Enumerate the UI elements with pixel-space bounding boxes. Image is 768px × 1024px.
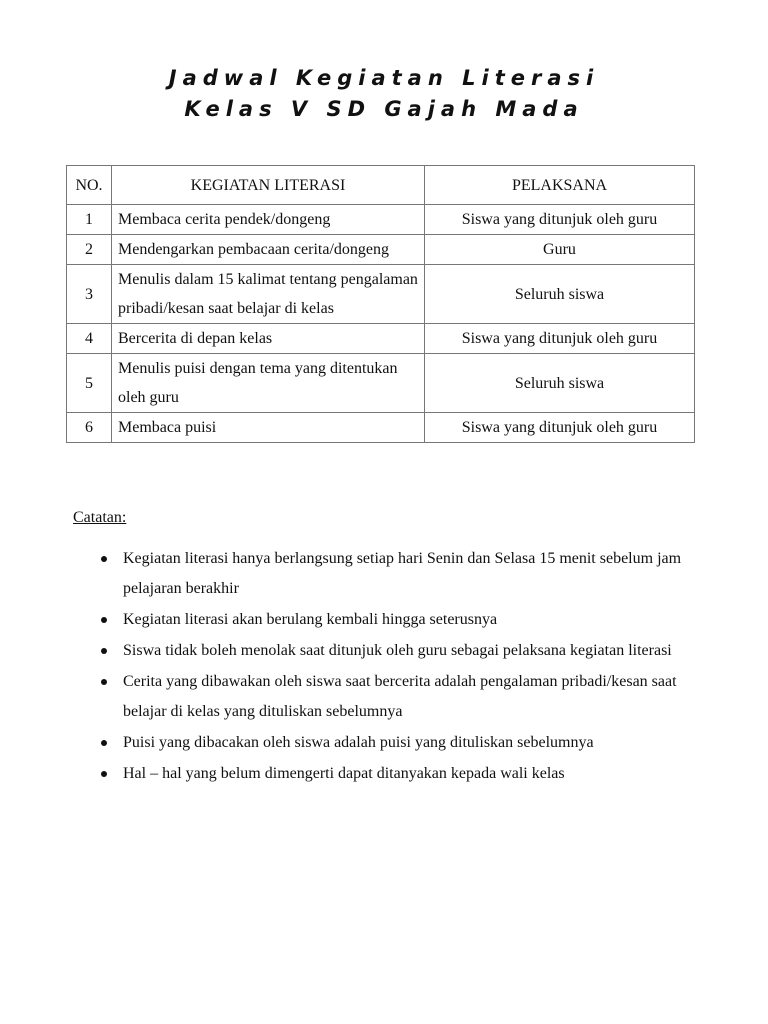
row-number: 3 xyxy=(67,265,112,324)
list-item xyxy=(73,759,698,789)
schedule-table xyxy=(66,165,695,443)
notes-list xyxy=(73,544,698,790)
table-row xyxy=(67,205,695,235)
row-number: 5 xyxy=(67,354,112,413)
row-executor: Siswa yang ditunjuk oleh guru xyxy=(425,413,695,443)
note-text: Cerita yang dibawakan oleh siswa saat bercerita adalah pengalaman pribadi/kesan saat belajar di kelas yang dituliskan sebelumnya xyxy=(123,673,677,720)
list-item xyxy=(73,605,698,635)
row-number: 2 xyxy=(67,235,112,265)
table-row xyxy=(67,235,695,265)
note-text: Puisi yang dibacakan oleh siswa adalah puisi yang dituliskan sebelumnya xyxy=(123,734,594,751)
row-activity: Membaca cerita pendek/dongeng xyxy=(112,205,425,235)
row-number: 4 xyxy=(67,324,112,354)
page-title-line-2: Kelas V SD Gajah Mada xyxy=(184,97,584,121)
bullet-icon xyxy=(101,771,107,777)
list-item xyxy=(73,667,698,727)
row-executor: Siswa yang ditunjuk oleh guru xyxy=(425,324,695,354)
page-title-line-1: Jadwal Kegiatan Literasi xyxy=(168,66,600,90)
table-row xyxy=(67,324,695,354)
bullet-icon xyxy=(101,679,107,685)
table-header-row xyxy=(67,166,695,205)
note-text: Kegiatan literasi akan berulang kembali hingga seterusnya xyxy=(123,611,498,628)
row-number: 6 xyxy=(67,413,112,443)
table-row xyxy=(67,354,695,413)
bullet-icon xyxy=(101,648,107,654)
table-row xyxy=(67,413,695,443)
note-text: Siswa tidak boleh menolak saat ditunjuk oleh guru sebagai pelaksana kegiatan literasi xyxy=(123,642,672,659)
bullet-icon xyxy=(101,617,107,623)
row-activity: Menulis puisi dengan tema yang ditentukan oleh guru xyxy=(112,354,425,413)
row-activity: Membaca puisi xyxy=(112,413,425,443)
row-activity: Mendengarkan pembacaan cerita/dongeng xyxy=(112,235,425,265)
row-number: 1 xyxy=(67,205,112,235)
notes-label: Catatan: xyxy=(73,509,127,526)
bullet-icon xyxy=(101,556,107,562)
note-text: Hal – hal yang belum dimengerti dapat ditanyakan kepada wali kelas xyxy=(123,765,565,782)
header-executor: PELAKSANA xyxy=(425,166,695,205)
header-no: NO. xyxy=(67,166,112,205)
bullet-icon xyxy=(101,740,107,746)
list-item xyxy=(73,728,698,758)
row-executor: Siswa yang ditunjuk oleh guru xyxy=(425,205,695,235)
list-item xyxy=(73,636,698,666)
table-row xyxy=(67,265,695,324)
row-executor: Seluruh siswa xyxy=(425,354,695,413)
note-text: Kegiatan literasi hanya berlangsung setiap hari Senin dan Selasa 15 menit sebelum jam pelajaran berakhir xyxy=(123,550,682,597)
header-activity: KEGIATAN LITERASI xyxy=(112,166,425,205)
row-executor: Guru xyxy=(425,235,695,265)
row-activity: Menulis dalam 15 kalimat tentang pengalaman pribadi/kesan saat belajar di kelas xyxy=(112,265,425,324)
row-activity: Bercerita di depan kelas xyxy=(112,324,425,354)
row-executor: Seluruh siswa xyxy=(425,265,695,324)
list-item xyxy=(73,544,698,604)
